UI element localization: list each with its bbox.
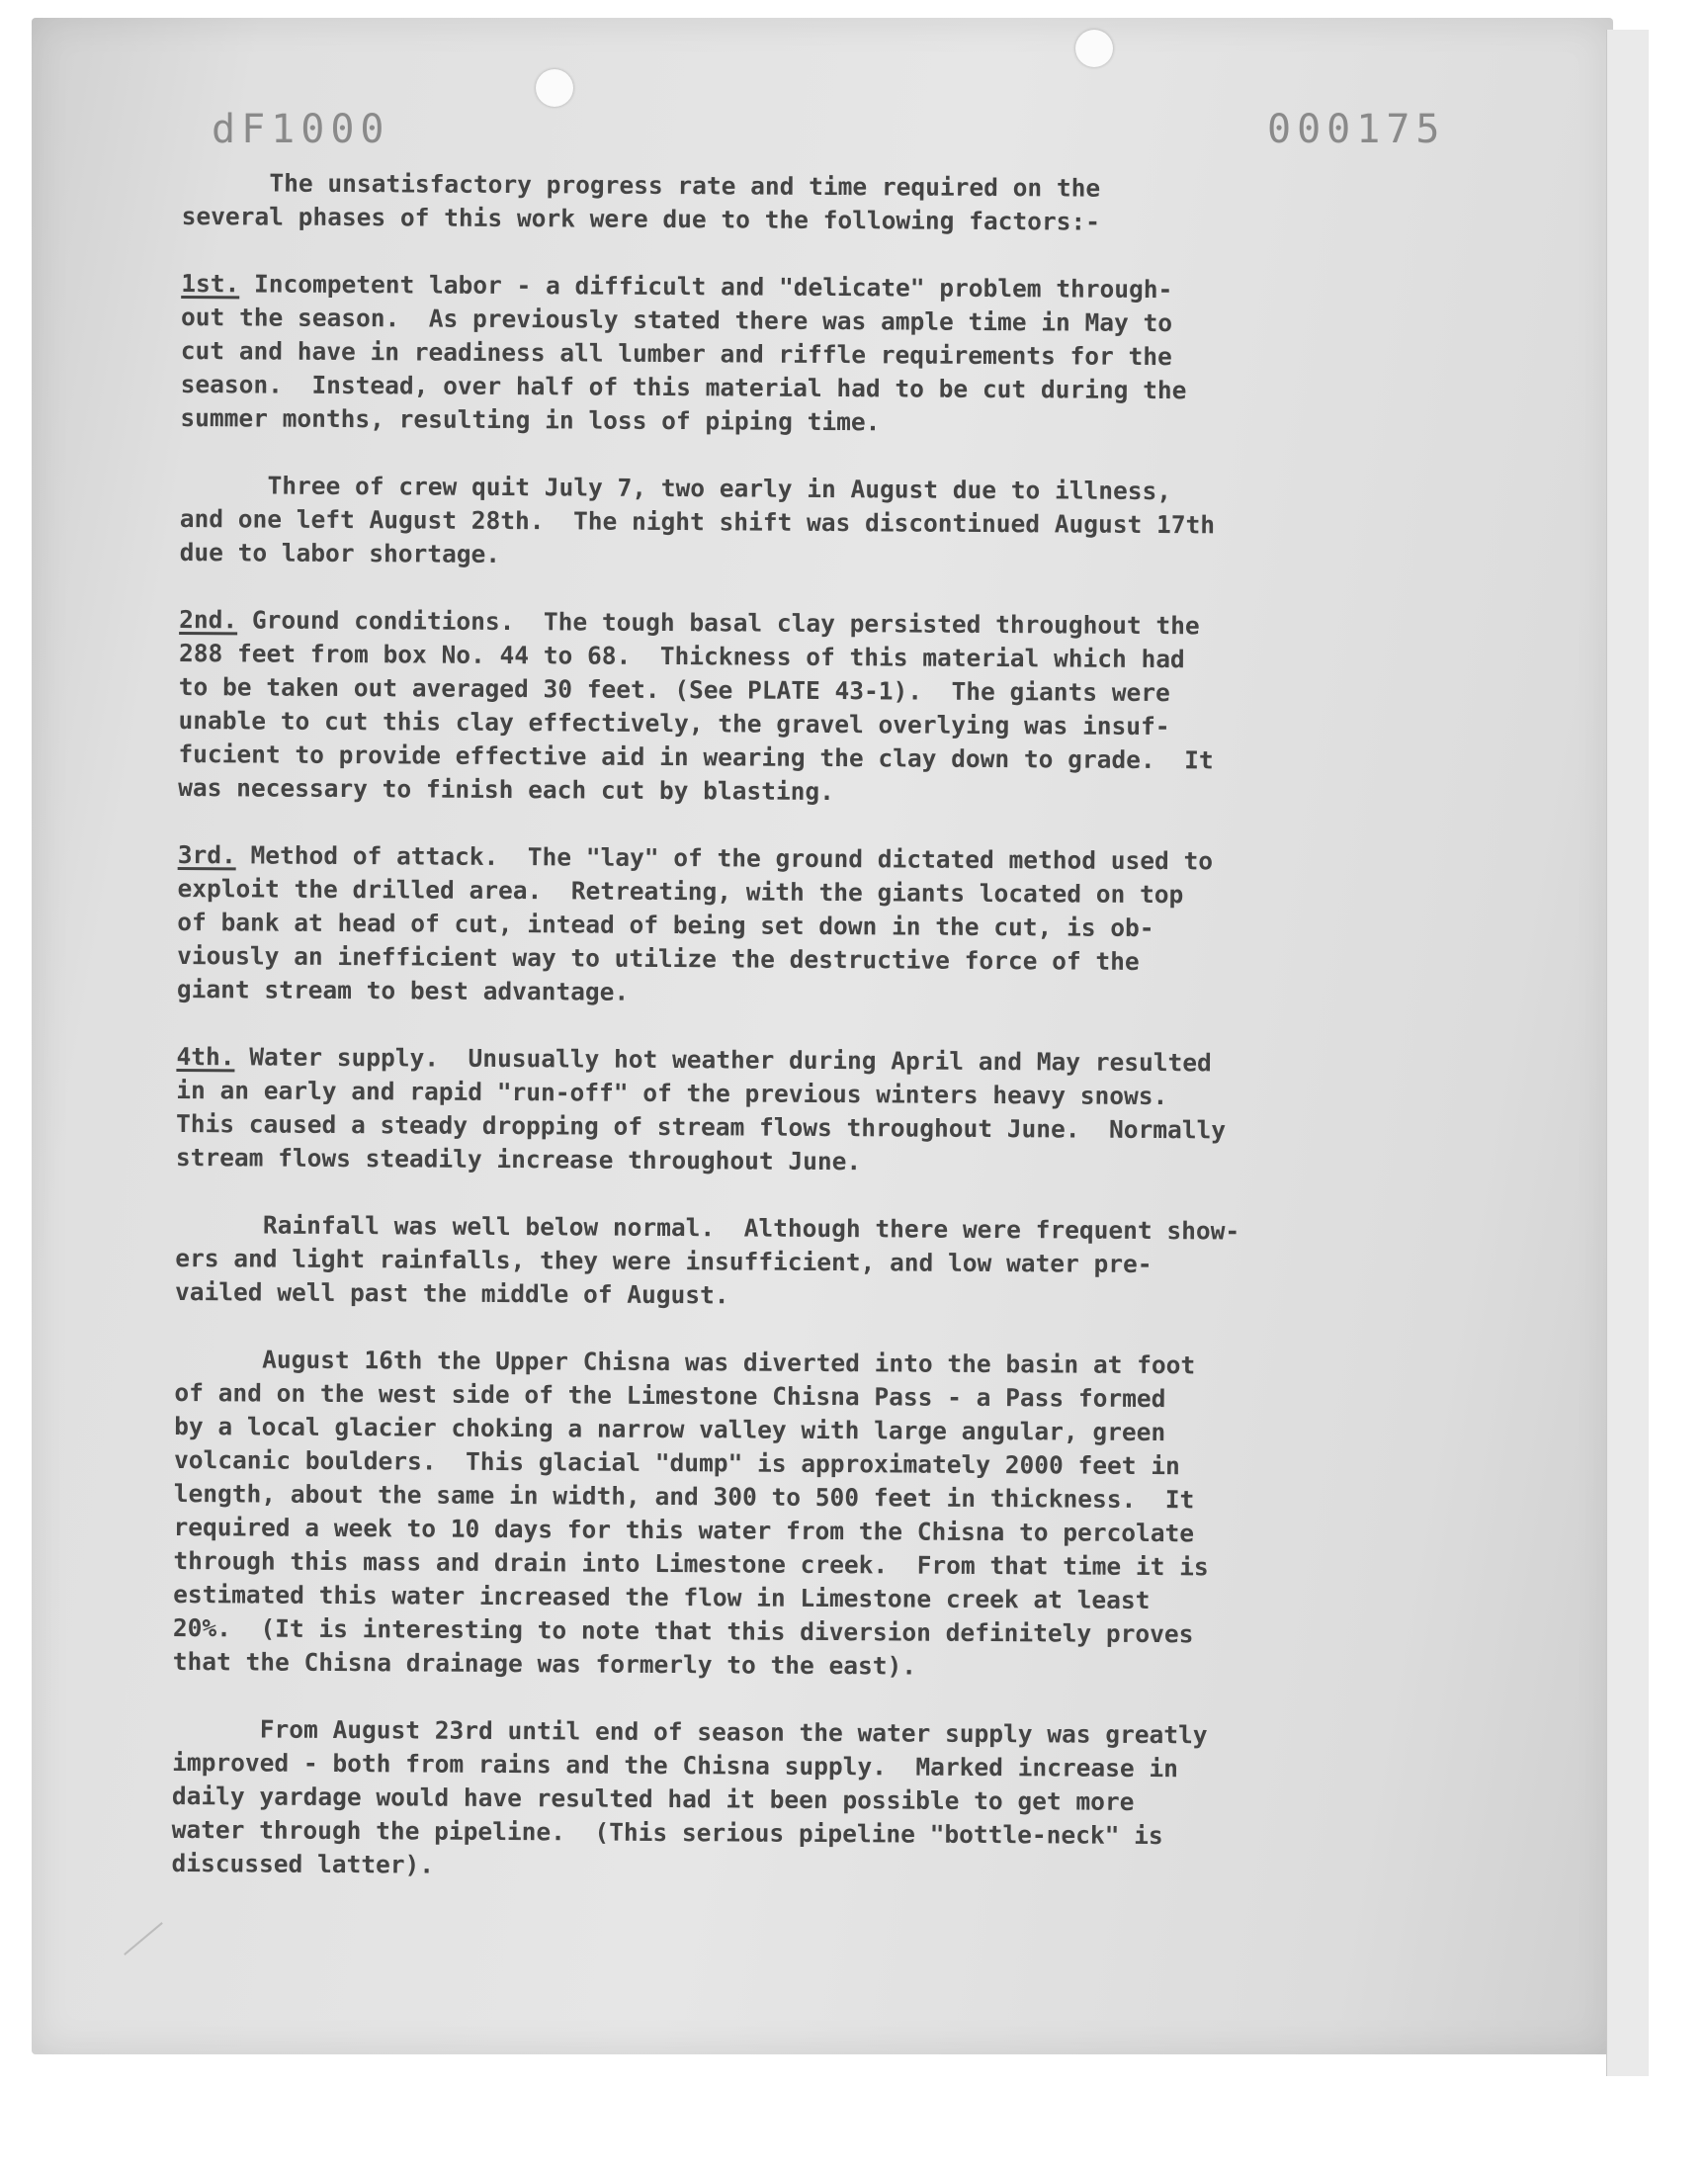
text-line: cut and have in readiness all lumber and riffle requirements for the: [180, 335, 1172, 372]
text-line: August 16th the Upper Chisna was diverted into the basin at foot: [174, 1344, 1196, 1380]
paragraph-diversion: [173, 1343, 1412, 1687]
page-edge: [1606, 30, 1649, 2076]
text-line: season. Instead, over half of this material had to be cut during the: [180, 369, 1187, 405]
text-line: exploit the drilled area. Retreating, with the giants located on top: [177, 873, 1184, 910]
text-line: From August 23rd until end of season the water supply was greatly: [172, 1713, 1208, 1750]
text-line: estimated this water increased the flow in Limestone creek at least: [173, 1579, 1151, 1615]
paragraph-factor-3: [177, 838, 1415, 1014]
text-line: Three of crew quit July 7, two early in August due to illness,: [179, 470, 1172, 506]
text-line: This caused a steady dropping of stream flows throughout June. Normally: [175, 1108, 1227, 1145]
punch-hole-left: [536, 69, 573, 107]
text-line: 20%. (It is interesting to note that this diversion definitely proves: [172, 1612, 1194, 1649]
body-text: [171, 166, 1419, 1888]
paragraph-intro: [182, 166, 1419, 241]
punch-hole-right: [1075, 30, 1113, 67]
page-number: 000175: [1267, 107, 1446, 152]
text-line: and one left August 28th. The night shift was discontinued August 17th: [179, 503, 1216, 540]
text-line: Incompetent labor - a difficult and "delicate" problem through-: [239, 269, 1173, 304]
paragraph-factor-1: [180, 267, 1418, 443]
text-line: daily yardage would have resulted had it been possible to get more: [171, 1781, 1135, 1816]
text-line: by a local glacier choking a narrow valley with large angular, green: [174, 1411, 1166, 1447]
text-line: several phases of this work were due to the following factors:-: [181, 201, 1101, 236]
stamp-left: dF1000: [212, 107, 390, 152]
text-line: vailed well past the middle of August.: [174, 1276, 729, 1310]
text-line: Rainfall was well below normal. Although there were frequent show-: [175, 1209, 1240, 1246]
text-line: fucient to provide effective aid in wearing the clay down to grade. It: [178, 739, 1214, 775]
text-line: The unsatisfactory progress rate and time required on the: [181, 167, 1101, 203]
text-line: was necessary to finish each cut by blasting.: [178, 772, 835, 807]
text-line: Method of attack. The "lay" of the ground dictated method used to: [235, 840, 1214, 876]
text-line: giant stream to best advantage.: [176, 974, 630, 1006]
text-line: viously an inefficient way to utilize the destructive force of the: [177, 940, 1140, 976]
factor-number: 2nd.: [179, 604, 238, 635]
text-line: required a week to 10 days for this water from the Chisna to percolate: [173, 1512, 1195, 1548]
factor-number: 4th.: [176, 1041, 235, 1072]
text-line: Water supply. Unusually hot weather during April and May resulted: [234, 1042, 1212, 1078]
text-line: water through the pipeline. (This serious pipeline "bottle-neck" is: [171, 1814, 1163, 1851]
text-line: discussed latter).: [171, 1848, 435, 1879]
text-line: ers and light rainfalls, they were insufficient, and low water pre-: [175, 1243, 1153, 1279]
paragraph-rainfall: [175, 1208, 1413, 1317]
text-line: of bank at head of cut, intead of being set down in the cut, is ob-: [177, 907, 1154, 943]
text-line: of and on the west side of the Limestone Chisna Pass - a Pass formed: [174, 1377, 1166, 1414]
text-line: that the Chisna drainage was formerly to the east).: [172, 1646, 917, 1681]
text-line: through this mass and drain into Limestone creek. From that time it is: [173, 1545, 1209, 1582]
paragraph-closing: [171, 1712, 1409, 1888]
text-line: unable to cut this clay effectively, the gravel overlying was insuf-: [178, 705, 1170, 741]
text-line: 288 feet from box No. 44 to 68. Thickness of this material which had: [178, 638, 1185, 674]
text-line: in an early and rapid "run-off" of the previous winters heavy snows.: [176, 1075, 1168, 1111]
factor-number: 1st.: [181, 268, 240, 299]
text-line: to be taken out averaged 30 feet. (See PLATE 43-1). The giants were: [178, 671, 1170, 708]
text-line: stream flows steadily increase throughout June.: [175, 1142, 862, 1176]
text-line: length, about the same in width, and 300 to 500 feet in thickness. It: [173, 1478, 1195, 1515]
text-line: due to labor shortage.: [179, 537, 501, 568]
paragraph-factor-2: [178, 603, 1416, 813]
text-line: summer months, resulting in loss of piping time.: [180, 402, 881, 437]
text-line: out the season. As previously stated there was ample time in May to: [180, 302, 1173, 338]
text-line: volcanic boulders. This glacial "dump" is approximately 2000 feet in: [173, 1444, 1180, 1481]
paragraph-crew: [180, 469, 1418, 577]
paragraph-factor-4: [176, 1040, 1414, 1182]
text-line: improved - both from rains and the Chisna supply. Marked increase in: [172, 1747, 1178, 1784]
text-line: Ground conditions. The tough basal clay persisted throughout the: [237, 605, 1200, 641]
factor-number: 3rd.: [177, 839, 236, 870]
